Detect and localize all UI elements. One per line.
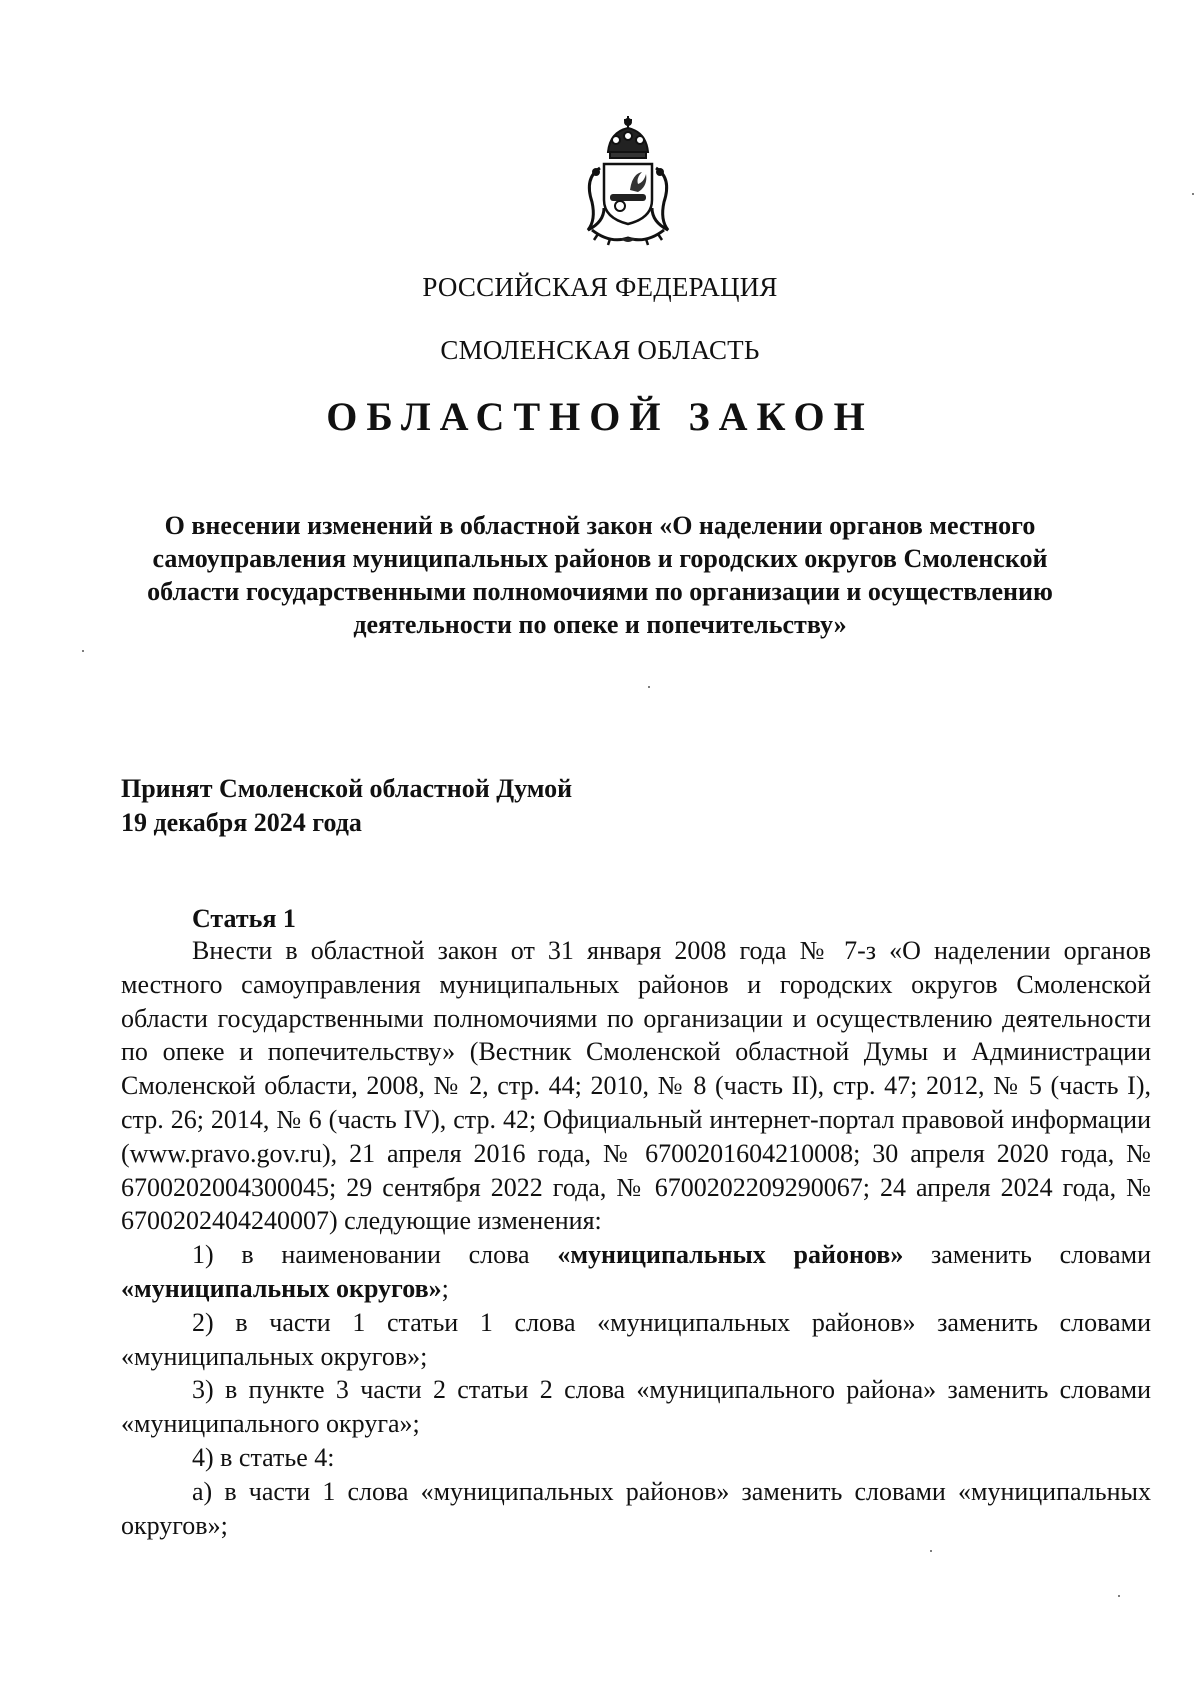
amendment-item-2: 2) в части 1 статьи 1 слова «муниципальных районов» заменить словами «муниципальных округов»; [121, 1307, 1151, 1371]
adopted-date-line: 19 декабря 2024 года [121, 808, 362, 837]
item1-text-mid: заменить словами [903, 1240, 1151, 1270]
item1-text-pre: 1) в наименовании слова [192, 1240, 558, 1270]
country-name: РОССИЙСКАЯ ФЕДЕРАЦИЯ [422, 272, 778, 302]
article-heading: Статья 1 [192, 904, 296, 933]
article-intro-paragraph: Внести в областной закон от 31 января 2008 года № 7-з «О наделении органов местного самоуправления муниципальных районов и городских округов Смоленской области государственными полномочиями по организации и осуществлению деятельности по опеке и попечительству» (Вестник Смоленской областной Думы и Администрации Смоленской области, 2008, № 2, стр. 44; 2010, № 8 (часть II), стр. 47; 2012, № 5 (часть I), стр. 26; 2014, № 6 (часть IV), стр. 42; Официальный интернет-портал правовой информации (www.pravo.gov.ru), 21 апреля 2016 года, № 6700201604210008; 30 апреля 2020 года, № 6700202004300045; 29 сентября 2022 года, № 6700202209290067; 24 апреля 2024 года, № 6700202404240007) следующие изменения: [121, 936, 1151, 1236]
scan-speck [1118, 1595, 1120, 1597]
amendment-item-4: 4) в статье 4: [192, 1442, 335, 1472]
coat-of-arms-icon [570, 112, 686, 248]
region-name: СМОЛЕНСКАЯ ОБЛАСТЬ [440, 335, 760, 365]
adopted-by-line: Принят Смоленской областной Думой [121, 774, 573, 803]
item1-text-post: ; [441, 1273, 449, 1303]
amendment-item-1 [121, 1238, 1151, 1306]
law-subject-title: О внесении изменений в областной закон «О наделении органов местного самоуправления муниципальных районов и городских округов Смоленской области государственными полномочиями по организации и осуществлению деятельности по опеке и попечительству» [147, 511, 1053, 639]
amendment-item-4a: а) в части 1 слова «муниципальных районов» заменить словами «муниципальных округов»; [121, 1476, 1151, 1540]
scan-speck [82, 650, 84, 652]
article-body [121, 934, 1151, 1542]
scan-speck [648, 686, 650, 688]
scan-speck [1192, 193, 1194, 195]
item1-bold-new-words: «муниципальных округов» [121, 1273, 442, 1303]
item1-bold-old-words: «муниципальных районов» [557, 1240, 904, 1270]
amendment-item-3: 3) в пункте 3 части 2 статьи 2 слова «муниципального района» заменить словами «муниципального округа»; [121, 1375, 1151, 1439]
scan-speck [930, 1550, 932, 1552]
adoption-block [121, 772, 572, 840]
document-type-title: ОБЛАСТНОЙ ЗАКОН [326, 394, 874, 439]
